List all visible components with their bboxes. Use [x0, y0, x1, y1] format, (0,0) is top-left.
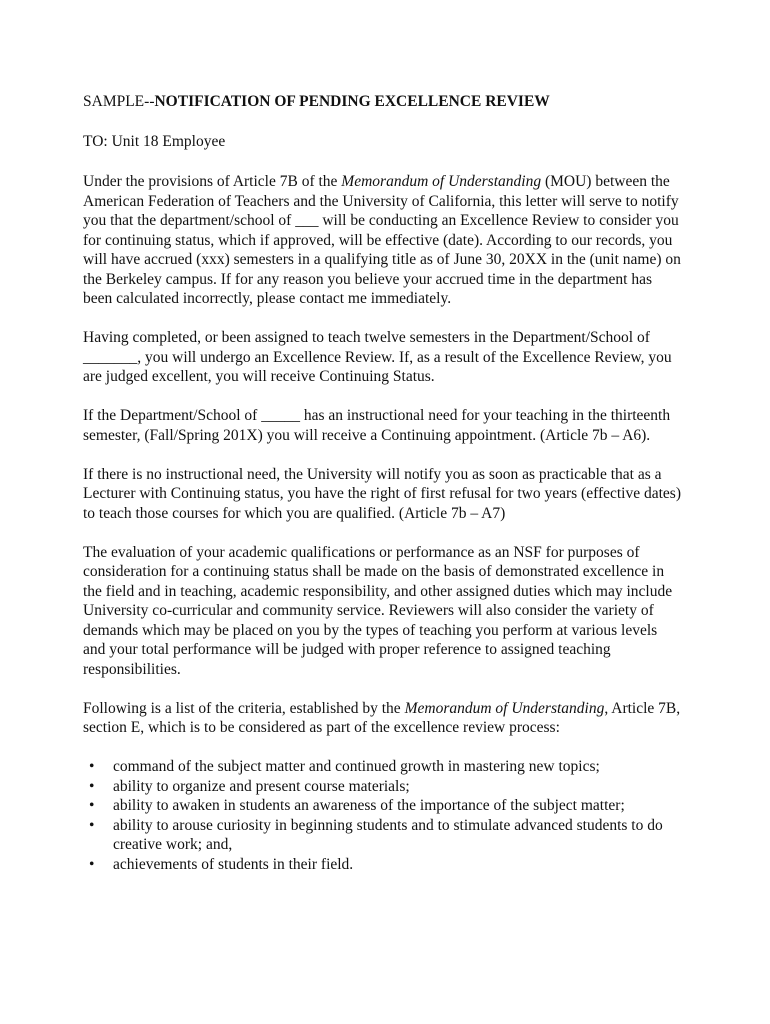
paragraph-mou-notice — [83, 172, 683, 309]
bullet-icon: • — [89, 758, 95, 775]
list-item — [83, 855, 683, 875]
title-prefix: SAMPLE-- — [83, 93, 155, 110]
list-item-text: ability to organize and present course materials; — [113, 777, 410, 795]
list-item-text: achievements of students in their field. — [113, 855, 354, 873]
paragraph-no-instructional-need: If there is no instructional need, the University will notify you as soon as practicable that as a Lecturer with Continuing status, you have the right of first refusal for two years (effective dates) to teach those courses for which you are qualified. (Article 7b – A7) — [83, 465, 681, 522]
bullet-icon: • — [89, 777, 95, 795]
paragraph-criteria-intro-start: Following is a list of the criteria, established by the — [83, 699, 405, 717]
list-item — [83, 796, 683, 816]
document-title — [83, 92, 683, 112]
list-item — [83, 816, 683, 855]
paragraph-instructional-need: If the Department/School of _____ has an instructional need for your teaching in the thirteenth semester, (Fall/Spring 201X) you will receive a Continuing appointment. (Article 7b – A6). — [83, 407, 671, 444]
paragraph-mou-notice-start: Under the provisions of Article 7B of the — [83, 173, 342, 190]
mou-title: Memorandum of Understanding — [404, 699, 605, 717]
letter-document — [83, 92, 683, 874]
mou-title: Memorandum of Understanding — [341, 173, 542, 190]
list-item-text: command of the subject matter and continued growth in mastering new topics; — [113, 758, 600, 775]
paragraph-twelve-semesters: Having completed, or been assigned to teach twelve semesters in the Department/School of _______, you will undergo an Excellence Review. If, as a result of the Excellence Review, you are judged excellent, you will receive Continuing Status. — [83, 329, 672, 385]
paragraph-evaluation: The evaluation of your academic qualifications or performance as an NSF for purposes of consideration for a continuing status shall be made on the basis of demonstrated excellence in the field and in teaching, academic responsibility, and other assigned duties which may include University co-curricular and community service. Reviewers will also consider the variety of demands which may be placed on you by the types of teaching you perform at various levels and your total performance will be judged with proper reference to assigned teaching responsibilities. — [83, 543, 673, 678]
list-item-text: ability to awaken in students an awareness of the importance of the subject matter; — [113, 797, 625, 814]
paragraph-criteria-intro — [83, 699, 683, 738]
list-item — [83, 757, 683, 777]
list-item-text: ability to arouse curiosity in beginning students and to stimulate advanced students to do creative work; and, — [113, 816, 663, 853]
list-item — [83, 777, 683, 797]
paragraph-mou-notice-rest: (MOU) between the American Federation of Teachers and the University of California, this letter will serve to notify you that the department/school of ___ will be conducting an Excellence Review to consider you for continuing status, which if approved, will be effective (date). According to our records, you will have accrued (xxx) semesters in a qualifying title as of June 30, 20XX in the (unit name) on the Berkeley campus. If for any reason you believe your accrued time in the department has been calculated incorrectly, please contact me immediately. — [83, 173, 681, 307]
bullet-icon: • — [89, 855, 95, 873]
bullet-icon: • — [89, 816, 95, 834]
title-heading: NOTIFICATION OF PENDING EXCELLENCE REVIEW — [154, 93, 550, 110]
paragraph-criteria-intro-rest: , Article 7B, section E, which is to be considered as part of the excellence review process: — [83, 699, 681, 736]
recipient-line: TO: Unit 18 Employee — [83, 132, 226, 150]
bullet-icon: • — [89, 797, 95, 814]
criteria-list — [83, 757, 683, 874]
